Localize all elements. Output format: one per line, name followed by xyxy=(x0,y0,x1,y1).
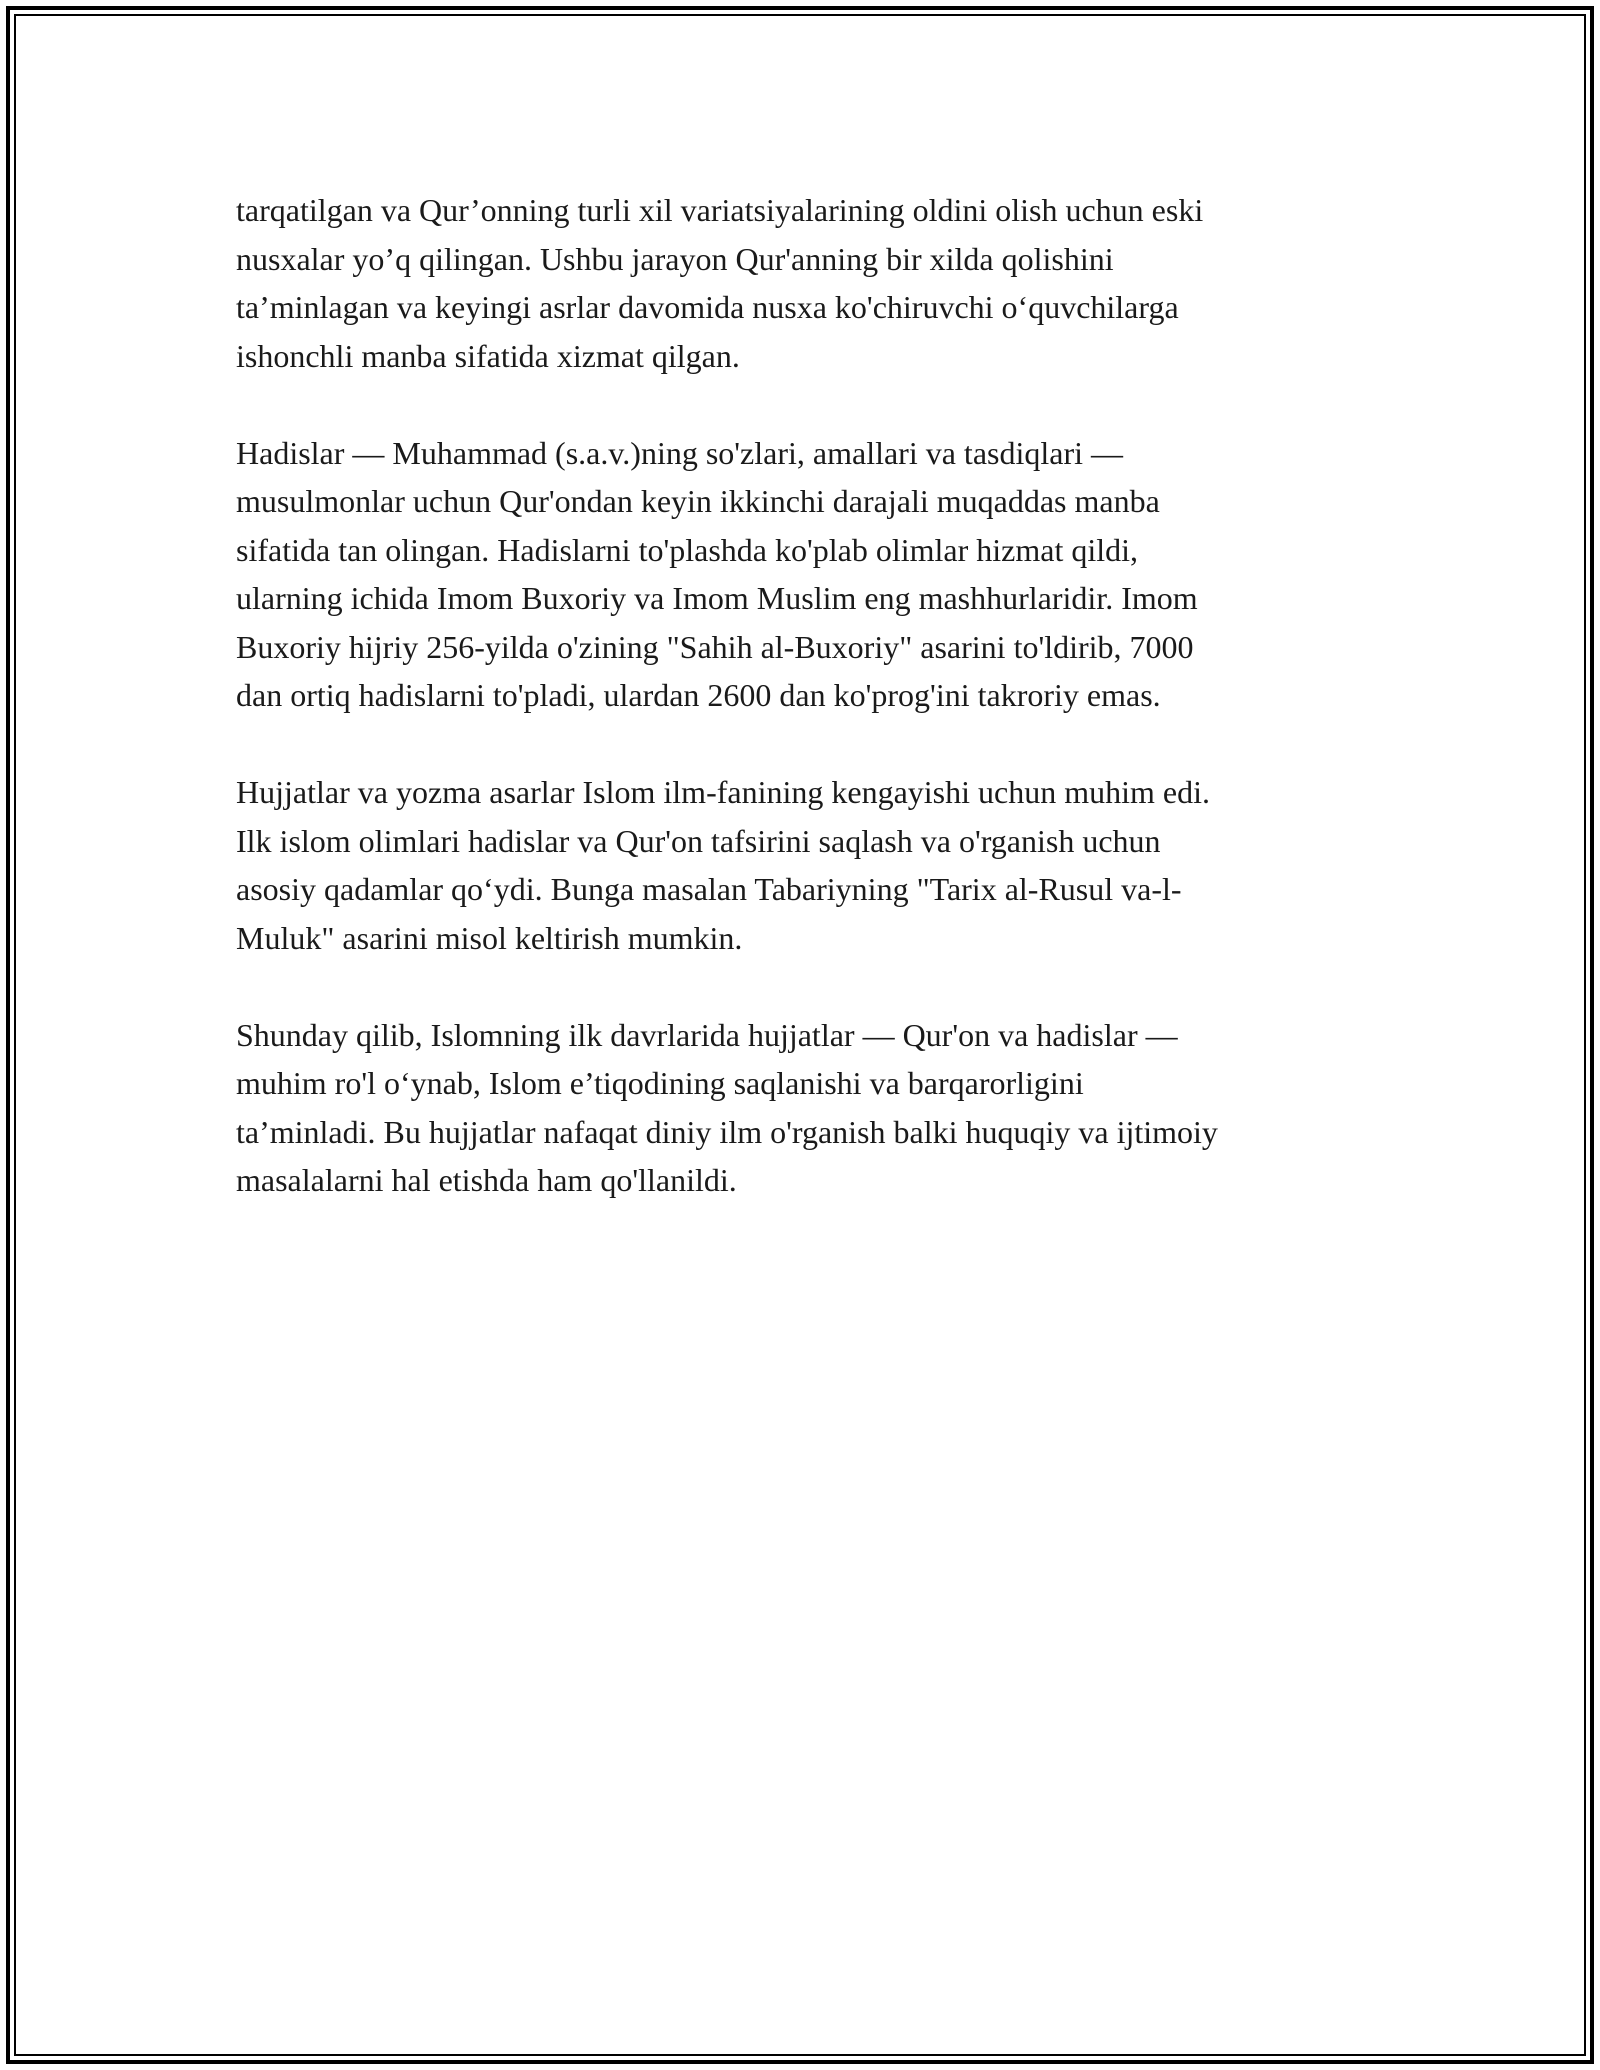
paragraph-1: tarqatilgan va Qur’onning turli xil variatsiyalarining oldini olish uchun eski nusxalar yo’q qilingan. Ushbu jarayon Qur'anning bir xilda qolishini ta’minlagan va keyingi asrlar davomida nusxa ko'chiruvchi o‘quvchilarga ishonchli manba sifatida xizmat qilgan. xyxy=(236,192,1204,374)
paragraph-3: Hujjatlar va yozma asarlar Islom ilm-fanining kengayishi uchun muhim edi. Ilk islom olimlari hadislar va Qur'on tafsirini saqlash va o'rganish uchun asosiy qadamlar qo‘ydi. Bunga masalan Tabariyning "Tarix al-Rusul va-l- Muluk" asarini misol keltirish mumkin. xyxy=(236,774,1210,956)
paragraph-2: Hadislar — Muhammad (s.a.v.)ning so'zlari, amallari va tasdiqlari — musulmonlar uchun Qur'ondan keyin ikkinchi darajali muqaddas manba sifatida tan olingan. Hadislarni to'plashda ko'plab olimlar hizmat qildi, ularning ichida Imom Buxoriy va Imom Muslim eng mashhurlaridir. Imom Buxoriy hijriy 256-yilda o'zining "Sahih al-Buxoriy" asarini to'ldirib, 7000 dan ortiq hadislarni to'pladi, ulardan 2600 dan ko'prog'ini takroriy emas. xyxy=(236,434,1198,713)
page-content xyxy=(236,186,1386,1253)
paragraph-4: Shunday qilib, Islomning ilk davrlarida hujjatlar — Qur'on va hadislar — muhim ro'l o‘ynab, Islom e’tiqodining saqlanishi va barqarorligini ta’minladi. Bu hujjatlar nafaqat diniy ilm o'rganish balki huquqiy va ijtimoiy masalalarni hal etishda ham qo'llanildi. xyxy=(236,1016,1218,1198)
